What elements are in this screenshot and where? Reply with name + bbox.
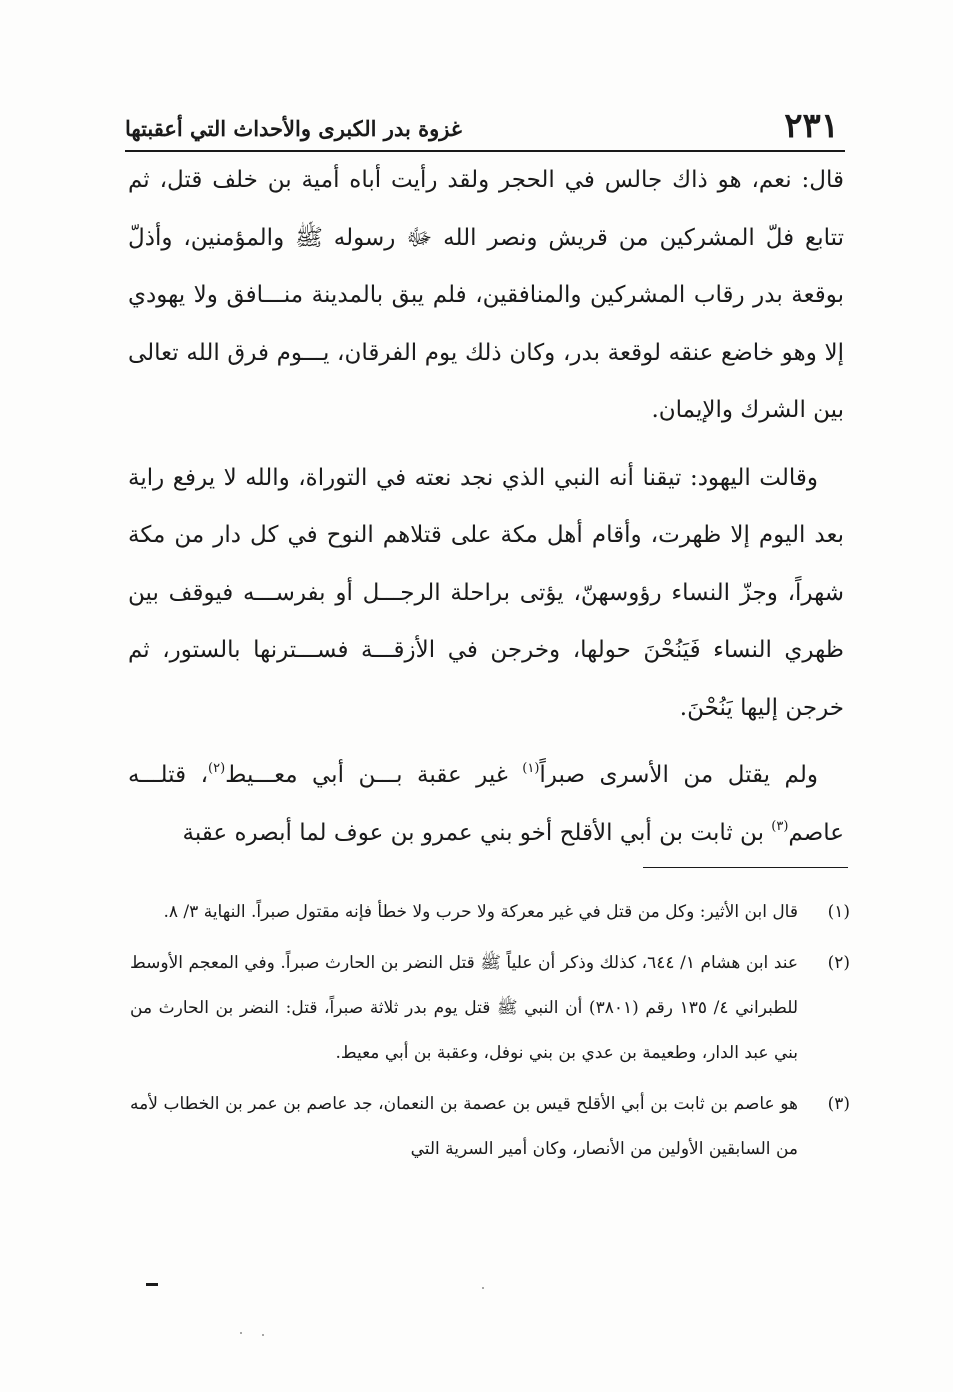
footnote-3 xyxy=(130,1082,850,1172)
running-title: غزوة بدر الكبرى والأحداث التي أعقبتها xyxy=(125,116,462,141)
paragraph-3 xyxy=(128,747,844,862)
continuation-mark xyxy=(146,1283,158,1286)
footnote-number: (٢) xyxy=(827,953,850,973)
footnote-marker-1: (١) xyxy=(522,761,540,776)
footnote-1 xyxy=(130,890,850,935)
footnote-number: (١) xyxy=(827,902,850,922)
page-number: ٢٣١ xyxy=(784,106,839,146)
scan-speck xyxy=(482,1287,484,1289)
footnote-text: عند ابن هشام ١/ ٦٤٤، كذلك وذكر أن علياً ﷺ قتل النضر بن الحارث صبراً. وفي المعجم الأوسط للطبراني ٤/ ١٣٥ رقم (٣٨٠١) أن النبي ﷺ قتل يوم بدر ثلاثة صبراً، قتل: النضر بن الحارث من بني عبد الدار، وطعيمة بن عدي بن بني نوفل، وعقبة بن أبي معيط. xyxy=(130,953,799,1063)
footnote-separator xyxy=(643,867,848,868)
footnote-text: هو عاصم بن ثابت بن أبي الأقلح قيس بن عصمة بن النعمان، جد عاصم بن عمر بن الخطاب لأمه من السابقين الأولين من الأنصار، وكان أمير السرية التي xyxy=(130,1094,798,1159)
scan-speck xyxy=(240,1332,242,1334)
paragraph-2: وقالت اليهود: تيقنا أنه النبي الذي نجد نعته في التوراة، والله لا يرفع راية بعد اليوم إلا ظهرت، وأقام أهل مكة على قتلاهم النوح في كل دار من مكة شهراً، وجزّ النساء رؤوسهنّ، يؤتى براحلة الرجـــل أو بفرســـه فيوقف بين ظهري النساء فَيَنُحْنَ حولها، وخرجن في الأزقـــة فســـترنها بالستور، ثم خرجن إليها يَنُحْنَ. xyxy=(128,464,844,721)
footnote-text: قال ابن الأثير: وكل من قتل في غير معركة ولا حرب ولا خطأ فإنه مقتول صبراً. النهاية ٣/ ٨. xyxy=(163,902,798,922)
footnote-2 xyxy=(130,941,850,1076)
scan-speck xyxy=(262,1334,264,1336)
footnote-number: (٣) xyxy=(827,1094,850,1114)
paragraph-3-part-b: غير عقبة بـــن أبي معـــيط xyxy=(225,762,523,788)
footnote-marker-2: (٢) xyxy=(208,761,226,776)
paragraph-1: قال: نعم، هو ذاك جالس في الحجر ولقد رأيت أباه أمية بن خلف قتل، ثم تتابع فلّ المشركين من قريش ونصر الله ﷻ رسوله ﷺ والمؤمنين، وأذلّ بوقعة بدر رقاب المشركين والمنافقين، فلم يبق بالمدينة منـــافق ولا يهودي إلا وهو خاضع عنقه لوقعة بدر، وكان ذلك يوم الفرقان، يـــوم فرق الله تعالى بين الشرك والإيمان. xyxy=(128,167,844,423)
paragraph-3-part-c: ، قتلـــه عاصم xyxy=(128,762,844,846)
footnote-marker-3: (٣) xyxy=(771,818,789,834)
main-text xyxy=(128,152,844,872)
page-header xyxy=(125,104,845,152)
footnotes xyxy=(130,890,850,1178)
paragraph-3-part-a: ولم يقتل من الأسرى صبراً xyxy=(539,762,818,788)
paragraph-3-part-d: بن ثابت بن أبي الأقلح أخو بني عمرو بن عوف لما أبصره عقبة xyxy=(182,819,772,846)
